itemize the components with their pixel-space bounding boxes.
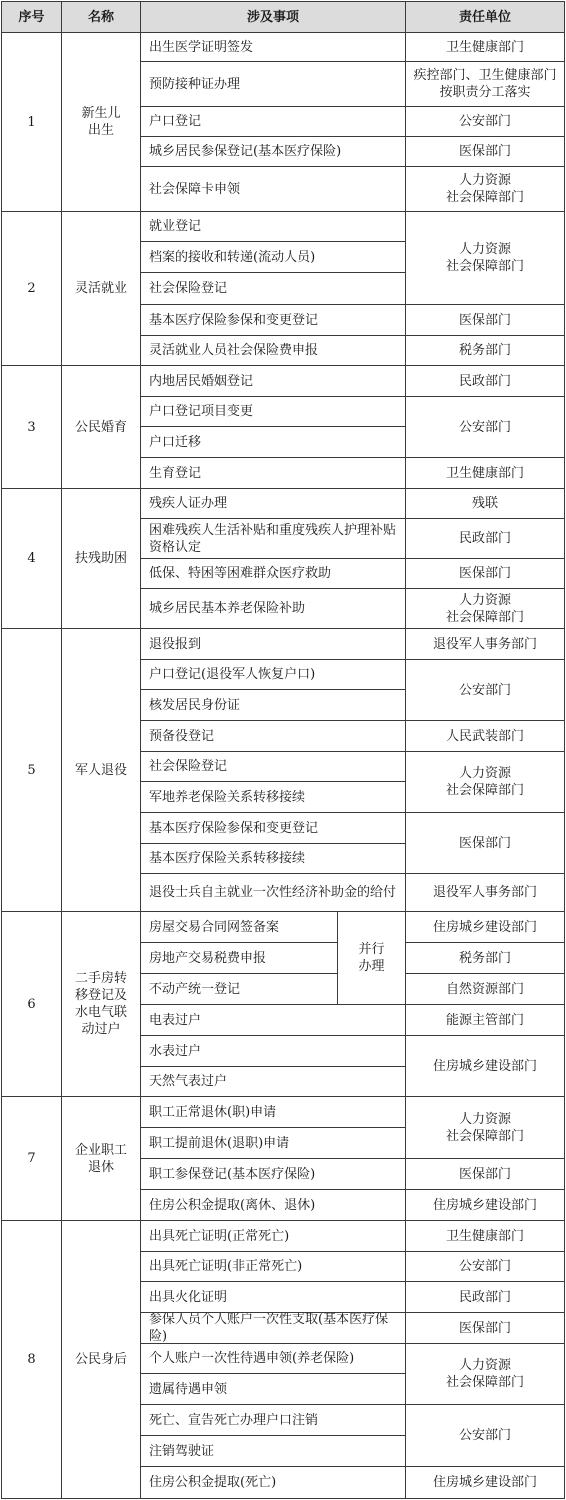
group-seq: 4	[1, 488, 62, 629]
header-matter: 涉及事项	[140, 1, 406, 33]
matter-item: 水表过户	[140, 1035, 406, 1067]
matter-item: 困难残疾人生活补贴和重度残疾人护理补贴资格认定	[140, 518, 406, 559]
unit-cell: 疾控部门、卫生健康部门 按职责分工落实	[405, 61, 565, 107]
matter-item: 预防接种证办理	[140, 61, 406, 107]
matter-item: 就业登记	[140, 211, 406, 242]
unit-cell: 医保部门	[405, 136, 565, 167]
unit-cell: 能源主管部门	[405, 1004, 565, 1036]
matter-item: 房屋交易合同网签备案	[140, 911, 338, 943]
matter-item: 社会保险登记	[140, 272, 406, 305]
group-name: 扶残助困	[61, 488, 141, 629]
matter-item: 职工提前退休(退职)申请	[140, 1127, 406, 1159]
unit-cell: 人力资源 社会保障部门	[405, 588, 565, 629]
unit-cell: 人力资源 社会保障部门	[405, 166, 565, 212]
matter-item: 户口登记(退役军人恢复户口)	[140, 659, 406, 690]
unit-cell: 人民武装部门	[405, 720, 565, 752]
matter-item: 住房公积金提取(死亡)	[140, 1466, 406, 1499]
matter-item: 城乡居民参保登记(基本医疗保险)	[140, 136, 406, 167]
matter-item: 房地产交易税费申报	[140, 942, 338, 974]
matter-item: 社会保障卡申领	[140, 166, 406, 212]
parallel-note: 并行 办理	[337, 911, 406, 1005]
matter-item: 基本医疗保险参保和变更登记	[140, 304, 406, 336]
matter-item: 档案的接收和转递(流动人员)	[140, 241, 406, 273]
matter-item: 低保、特困等困难群众医疗救助	[140, 558, 406, 589]
matter-item: 退役士兵自主就业一次性经济补助金的给付	[140, 873, 406, 912]
matter-item: 灵活就业人员社会保险费申报	[140, 335, 406, 366]
group-seq: 3	[1, 365, 62, 489]
matter-item: 户口登记	[140, 106, 406, 137]
matter-item: 电表过户	[140, 1004, 406, 1036]
unit-cell: 人力资源 社会保障部门	[405, 211, 565, 305]
unit-cell: 人力资源 社会保障部门	[405, 1343, 565, 1405]
unit-cell: 民政部门	[405, 1281, 565, 1313]
group-name: 企业职工 退休	[61, 1096, 141, 1221]
matter-item: 注销驾驶证	[140, 1435, 406, 1467]
unit-cell: 税务部门	[405, 942, 565, 974]
unit-cell: 住房城乡建设部门	[405, 1189, 565, 1221]
matter-item: 军地养老保险关系转移接续	[140, 781, 406, 813]
unit-cell: 医保部门	[405, 1312, 565, 1344]
unit-cell: 公安部门	[405, 106, 565, 137]
unit-cell: 住房城乡建设部门	[405, 911, 565, 943]
group-name: 军人退役	[61, 628, 141, 912]
unit-cell: 退役军人事务部门	[405, 628, 565, 660]
matter-item: 预备役登记	[140, 720, 406, 752]
group-name: 二手房转 移登记及 水电气联 动过户	[61, 911, 141, 1097]
matter-item: 出具死亡证明(正常死亡)	[140, 1220, 406, 1252]
unit-cell: 医保部门	[405, 304, 565, 336]
group-name: 灵活就业	[61, 211, 141, 366]
unit-cell: 医保部门	[405, 1158, 565, 1190]
header-unit: 责任单位	[405, 1, 565, 33]
group-seq: 2	[1, 211, 62, 366]
matter-item: 不动产统一登记	[140, 973, 338, 1005]
matter-item: 核发居民身份证	[140, 689, 406, 721]
group-seq: 7	[1, 1096, 62, 1221]
unit-cell: 住房城乡建设部门	[405, 1035, 565, 1097]
unit-cell: 自然资源部门	[405, 973, 565, 1005]
header-name: 名称	[61, 1, 141, 33]
unit-cell: 人力资源 社会保障部门	[405, 1096, 565, 1159]
matter-item: 参保人员个人账户一次性支取(基本医疗保险)	[140, 1312, 406, 1344]
group-name: 公民婚育	[61, 365, 141, 489]
matter-item: 退役报到	[140, 628, 406, 660]
unit-cell: 医保部门	[405, 558, 565, 589]
matter-item: 生育登记	[140, 457, 406, 489]
matter-item: 基本医疗保险参保和变更登记	[140, 812, 406, 844]
unit-cell: 公安部门	[405, 1404, 565, 1467]
unit-cell: 税务部门	[405, 335, 565, 366]
matter-item: 内地居民婚姻登记	[140, 365, 406, 397]
matter-item: 残疾人证办理	[140, 488, 406, 519]
matter-item: 住房公积金提取(离休、退休)	[140, 1189, 406, 1221]
unit-cell: 人力资源 社会保障部门	[405, 751, 565, 813]
matter-item: 出具死亡证明(非正常死亡)	[140, 1251, 406, 1282]
unit-cell: 卫生健康部门	[405, 32, 565, 62]
unit-cell: 公安部门	[405, 1251, 565, 1282]
group-name: 新生儿 出生	[61, 32, 141, 212]
unit-cell: 卫生健康部门	[405, 457, 565, 489]
matter-item: 死亡、宣告死亡办理户口注销	[140, 1404, 406, 1436]
matter-item: 职工正常退休(职)申请	[140, 1096, 406, 1128]
unit-cell: 公安部门	[405, 396, 565, 458]
matter-item: 个人账户一次性待遇申领(养老保险)	[140, 1343, 406, 1374]
group-name: 公民身后	[61, 1220, 141, 1499]
header-seq: 序号	[1, 1, 62, 33]
matter-item: 城乡居民基本养老保险补助	[140, 588, 406, 629]
matter-item: 职工参保登记(基本医疗保险)	[140, 1158, 406, 1190]
unit-cell: 医保部门	[405, 812, 565, 874]
matter-item: 遗属待遇申领	[140, 1373, 406, 1405]
unit-cell: 残联	[405, 488, 565, 519]
group-seq: 1	[1, 32, 62, 212]
matter-item: 出生医学证明签发	[140, 32, 406, 62]
group-seq: 8	[1, 1220, 62, 1499]
unit-cell: 民政部门	[405, 518, 565, 559]
unit-cell: 民政部门	[405, 365, 565, 397]
unit-cell: 卫生健康部门	[405, 1220, 565, 1252]
matter-item: 出具火化证明	[140, 1281, 406, 1313]
group-seq: 5	[1, 628, 62, 912]
matter-item: 社会保险登记	[140, 751, 406, 782]
matter-item: 基本医疗保险关系转移接续	[140, 843, 406, 874]
group-seq: 6	[1, 911, 62, 1097]
matter-item: 天然气表过户	[140, 1066, 406, 1097]
unit-cell: 公安部门	[405, 659, 565, 721]
unit-cell: 住房城乡建设部门	[405, 1466, 565, 1499]
unit-cell: 退役军人事务部门	[405, 873, 565, 912]
matter-item: 户口登记项目变更	[140, 396, 406, 427]
matter-item: 户口迁移	[140, 426, 406, 458]
